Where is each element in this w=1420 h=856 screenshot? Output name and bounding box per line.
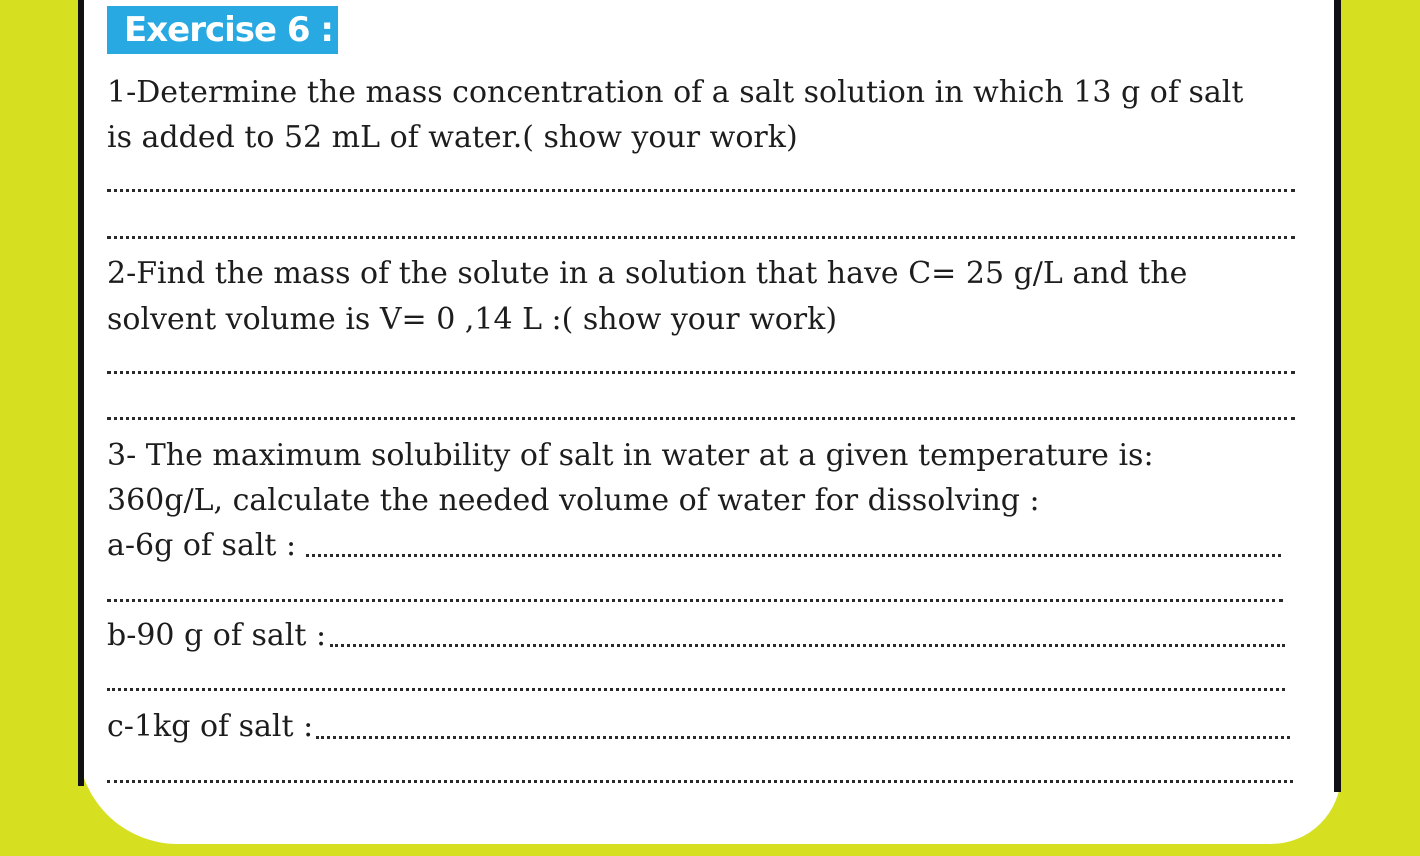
- question-2-line-1: 2-Find the mass of the solute in a solution that have C= 25 g/L and the: [107, 256, 1188, 291]
- question-2-line-2: solvent volume is V= 0 ,14 L :( show your work): [107, 302, 838, 337]
- question-2-answer-line-1[interactable]: [107, 371, 1295, 374]
- question-1-answer-line-1[interactable]: [107, 189, 1295, 192]
- right-border-rule: [1334, 0, 1341, 792]
- question-3-line-1: 3- The maximum solubility of salt in water at a given temperature is:: [107, 438, 1154, 473]
- part-a-answer-line-2[interactable]: [107, 599, 1283, 602]
- question-3-line-2: 360g/L, calculate the needed volume of water for dissolving :: [107, 483, 1040, 518]
- question-1-line-1: 1-Determine the mass concentration of a salt solution in which 13 g of salt: [107, 75, 1244, 110]
- part-b-label: b-90 g of salt :: [107, 618, 327, 653]
- question-2-answer-line-2[interactable]: [107, 417, 1295, 420]
- part-a-answer-line-1[interactable]: [306, 554, 1281, 557]
- question-1-line-2: is added to 52 mL of water.( show your work): [107, 120, 798, 155]
- question-1-answer-line-2[interactable]: [107, 236, 1295, 239]
- part-c-answer-line-1[interactable]: [316, 736, 1290, 739]
- part-c-answer-line-2[interactable]: [107, 780, 1293, 783]
- question-3-part-b: [107, 614, 326, 658]
- part-c-label: c-1kg of salt :: [107, 709, 314, 744]
- exercise-title-badge: Exercise 6 :: [107, 6, 338, 54]
- part-a-label: a-6g of salt :: [107, 528, 297, 563]
- left-border-rule: [78, 0, 84, 786]
- part-b-answer-line-1[interactable]: [330, 644, 1285, 647]
- question-3-part-a: [107, 524, 296, 568]
- part-b-answer-line-2[interactable]: [107, 688, 1285, 691]
- question-3-part-c: [107, 705, 313, 749]
